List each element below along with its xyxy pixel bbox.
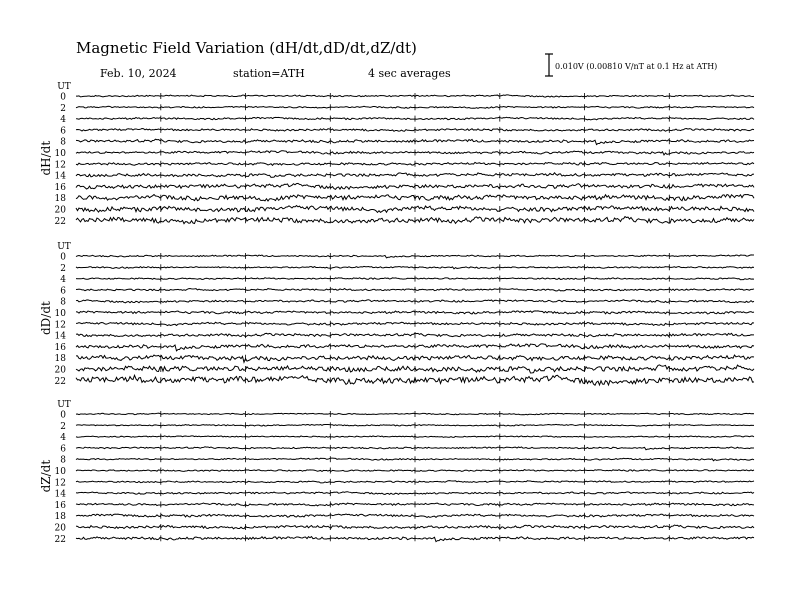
hour-label: 10: [54, 309, 66, 319]
hour-label: 22: [54, 216, 66, 227]
hour-label: 8: [60, 297, 66, 308]
hour-label: 16: [54, 182, 66, 193]
hour-label: 12: [54, 160, 66, 171]
hour-label: 6: [60, 126, 66, 137]
hour-label: 16: [54, 342, 66, 353]
hour-label: 22: [54, 376, 66, 387]
hour-label: 20: [54, 365, 66, 376]
ut-label: UT: [57, 242, 71, 252]
hour-label: 4: [60, 275, 66, 286]
component-label: dZ/dt: [39, 459, 53, 493]
hour-label: 6: [60, 444, 66, 455]
hour-label: 12: [54, 320, 66, 331]
hour-label: 10: [54, 467, 66, 477]
component-label: dH/dt: [39, 140, 53, 176]
panel-dH-dt: [39, 82, 754, 227]
hour-label: 8: [60, 455, 66, 466]
hour-label: 22: [54, 534, 66, 545]
hour-label: 0: [60, 252, 66, 263]
hour-label: 18: [54, 194, 66, 205]
hour-label: 4: [60, 115, 66, 126]
ut-label: UT: [57, 400, 71, 410]
hour-label: 14: [54, 171, 66, 182]
hour-label: 20: [54, 205, 66, 216]
hour-label: 0: [60, 410, 66, 421]
hour-label: 18: [54, 354, 66, 365]
station-label: station=ATH: [233, 67, 305, 80]
hour-label: 8: [60, 137, 66, 148]
hour-label: 14: [54, 331, 66, 342]
hour-label: 4: [60, 433, 66, 444]
hour-label: 18: [54, 512, 66, 523]
hour-label: 20: [54, 523, 66, 534]
hour-label: 14: [54, 489, 66, 500]
hour-label: 2: [60, 263, 66, 274]
hour-label: 10: [54, 149, 66, 159]
hour-label: 12: [54, 478, 66, 489]
component-label: dD/dt: [39, 301, 53, 336]
component-panels: [39, 82, 754, 545]
scale-bar-label: 0.010V (0.00810 V/nT at 0.1 Hz at ATH): [555, 62, 718, 71]
averaging-label: 4 sec averages: [368, 67, 451, 80]
hour-label: 0: [60, 92, 66, 103]
hour-label: 16: [54, 500, 66, 511]
ut-label: UT: [57, 82, 71, 92]
hour-label: 2: [60, 103, 66, 114]
chart-title: Magnetic Field Variation (dH/dt,dD/dt,dZ/dt): [76, 39, 417, 57]
panel-dD-dt: [39, 242, 754, 387]
panel-dZ-dt: [39, 400, 754, 545]
hour-label: 2: [60, 421, 66, 432]
hour-label: 6: [60, 286, 66, 297]
date-label: Feb. 10, 2024: [100, 67, 177, 80]
scale-bar: [545, 54, 553, 76]
